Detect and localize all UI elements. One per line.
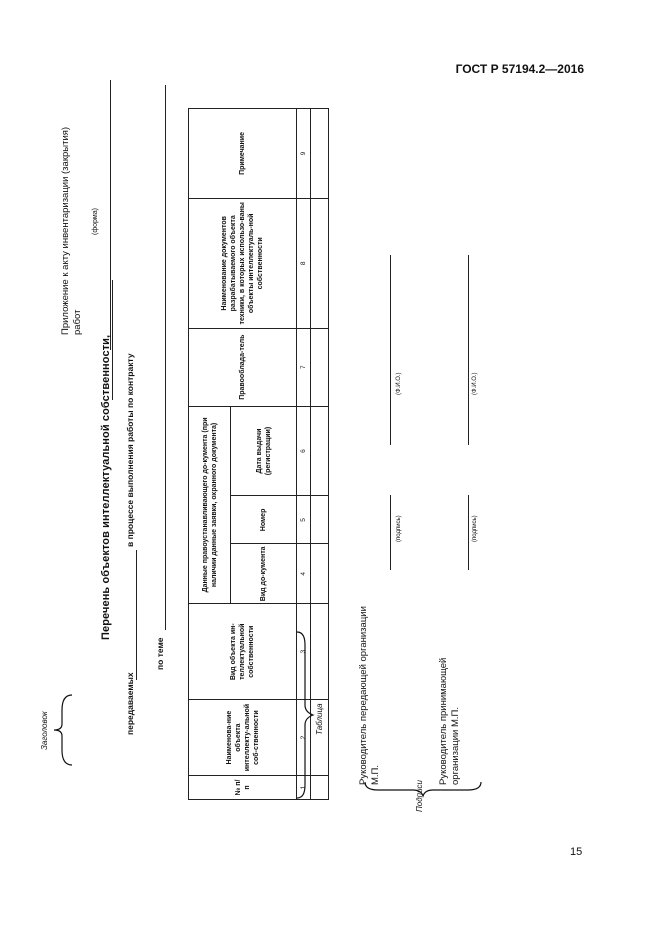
col-number-2: 2: [297, 700, 311, 776]
empty-cell: [311, 198, 329, 328]
line2-blank: [136, 550, 137, 680]
signatures-brace-label: Подписи: [415, 780, 424, 812]
empty-cell: [311, 496, 329, 544]
col-document-group-header: Данные правоустанавливающего до-кумента (при наличии данные заявки, охранного документа): [189, 406, 231, 604]
appendix-title: Приложение к акту инвентаризации (закрытия) работ: [60, 126, 83, 335]
document-title: Перечень объектов интеллектуальной собственности,: [100, 334, 112, 640]
table-brace-label: Таблица: [315, 703, 324, 735]
col-number-3: 3: [297, 604, 311, 700]
receive-fio-caption: (Ф.И.О.): [472, 372, 478, 395]
col-object-name-header: Наименова-ние объекта интеллекту-альной соб-ственности: [189, 700, 297, 776]
page-number: 15: [570, 846, 583, 858]
col-num-header: № п/п: [189, 776, 297, 800]
receive-fio-line: [468, 255, 469, 445]
empty-cell: [311, 544, 329, 604]
col-number-4: 4: [297, 544, 311, 604]
col-owner-header: Правооблада-тель: [189, 328, 297, 406]
form-label: (форма): [92, 208, 99, 235]
receive-signature-label: Руководитель принимающей организации М.П.: [438, 657, 461, 785]
col-doc-type-header: Вид до-кумента: [231, 544, 297, 604]
empty-cell: [311, 406, 329, 496]
transfer-fio-caption: (Ф.И.О.): [396, 372, 402, 395]
appendix-rule: [110, 80, 111, 350]
col-number-1: 1: [297, 776, 311, 800]
line3-blank: [165, 85, 166, 630]
header-brace-label: Заголовок: [40, 711, 49, 750]
receive-sign-caption: (подпись): [472, 515, 478, 542]
col-doc-date-header: Дата выдачи (регистрации): [231, 406, 297, 496]
empty-cell: [311, 328, 329, 406]
col-number-7: 7: [297, 328, 311, 406]
standard-code: ГОСТ Р 57194.2—2016: [455, 62, 584, 76]
receive-sign-line: [468, 495, 469, 570]
transfer-fio-line: [390, 255, 391, 445]
col-number-5: 5: [297, 496, 311, 544]
col-number-9: 9: [297, 109, 311, 199]
col-note-header: Примечание: [189, 109, 297, 199]
transfer-sign-line: [390, 495, 391, 570]
line2-suffix: в процессе выполнения работы по контракту: [125, 353, 135, 547]
transfer-sign-caption: (подпись): [396, 515, 402, 542]
transfer-signature-label: Руководитель передающей организации М.П.: [358, 606, 381, 785]
col-number-8: 8: [297, 198, 311, 328]
line3-prefix: по теме: [155, 637, 165, 670]
empty-cell: [311, 109, 329, 199]
col-documents-header: Наименование документов разрабатываемого объекта техники, в которых использо-ваны объекты интеллектуаль-ной собственности: [189, 198, 297, 328]
col-number-6: 6: [297, 406, 311, 496]
col-doc-number-header: Номер: [231, 496, 297, 544]
line2-prefix: передаваемых: [125, 672, 135, 735]
col-object-type-header: Вид объекта ин-теллектуальной собственности: [189, 604, 297, 700]
rotated-form-sheet: [40, 70, 480, 812]
title-blank-line: [112, 280, 113, 400]
